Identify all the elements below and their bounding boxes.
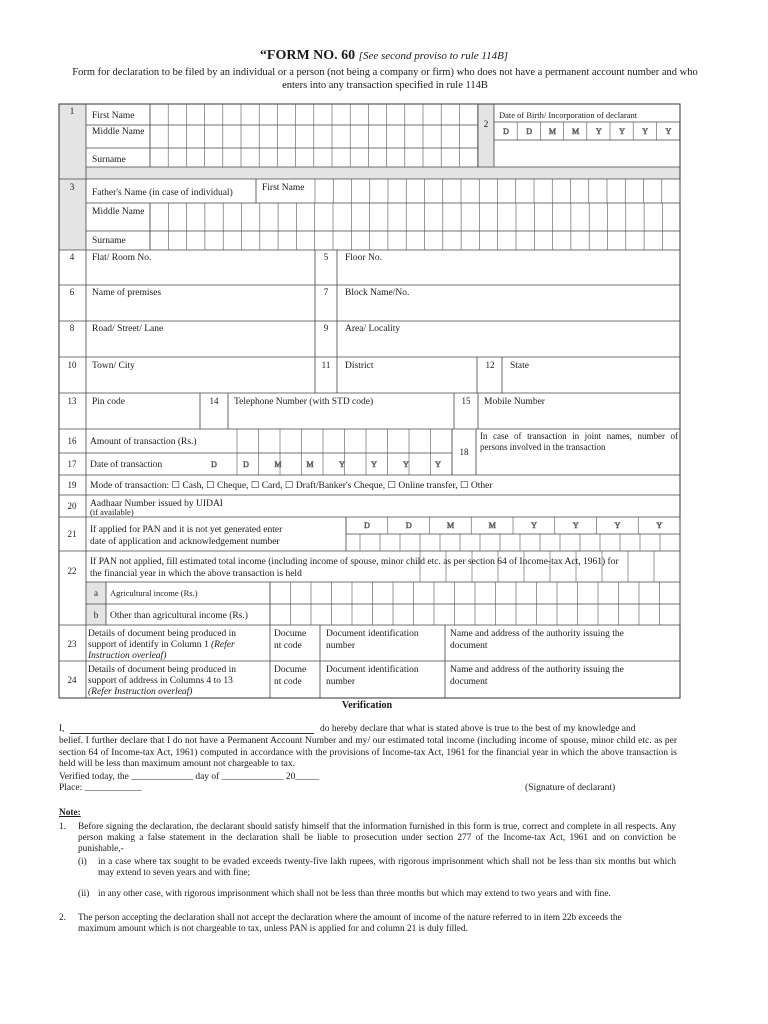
telephone-label: Telephone Number (with STD code)	[234, 397, 374, 407]
doc-address-label-2: support of address in Columns 4 to 13	[88, 676, 233, 686]
dob-box-letter: Y	[665, 127, 672, 136]
block-label: Block Name/No.	[345, 288, 410, 298]
row-number-6: 6	[69, 287, 75, 297]
middle-name-label: Middle Name	[92, 127, 145, 137]
verification-title: Verification	[341, 700, 393, 711]
doc-address-label-1: Details of document being produced in	[88, 665, 237, 675]
shade-band	[86, 167, 680, 179]
row-number-9: 9	[323, 323, 329, 333]
doc-code-label-2b: nt code	[274, 677, 302, 687]
other-income-label: Other than agricultural income (Rs.)	[110, 611, 248, 621]
note-ii-number: (ii)	[78, 889, 90, 899]
dob-box-letter: D	[526, 127, 533, 136]
father-first-name-label: First Name	[262, 183, 305, 193]
area-label: Area/ Locality	[345, 324, 401, 334]
aadhaar-label: Aadhaar Number issued by UIDAI	[90, 499, 223, 509]
doc-identity-label-3: Instruction overleaf)	[88, 651, 167, 661]
authority-label-2a: Name and address of the authority issuing the	[450, 665, 624, 675]
verification-declare: do hereby declare that what is stated above is true to the best of my knowledge and	[320, 724, 636, 734]
doc-address-label-3: (Refer Instruction overleaf)	[88, 687, 193, 697]
pan-applied-label: If applied for PAN and it is not yet generated enter	[90, 525, 283, 535]
pan-date-box-letter: Y	[656, 521, 663, 530]
shade-col-1	[59, 104, 86, 250]
note-1-text: Before signing the declaration, the declarant should satisfy himself that the information furnished in this form is true, correct and complete in all respects. Any person making a false statement in the declaration shall be liable to prosecution under section 277 of the Income-tax Act, 1961 and on conviction be punishable,-	[78, 822, 676, 854]
row-number-17: 17	[67, 459, 77, 469]
note-2-text: The person accepting the declaration shall not accept the declaration where the amount of income of the nature referred to in item 22b exceeds the maximum amount which is not chargeable to tax, unless PAN is applied for and column 21 is duly filled.	[78, 913, 622, 934]
pan-not-applied-label-2: the financial year in which the above transaction is held	[90, 569, 302, 579]
date-box-letter: Y	[435, 460, 441, 469]
row-number-21: 21	[67, 529, 77, 539]
surname-label: Surname	[92, 155, 126, 165]
road-label: Road/ Street/ Lane	[92, 324, 164, 334]
doc-id-label-1a: Document identification	[326, 629, 419, 639]
district-label: District	[345, 361, 374, 371]
doc-identity-label-1: Details of document being produced in	[88, 629, 237, 639]
date-box-letter: D	[243, 460, 249, 469]
flat-label: Flat/ Room No.	[92, 253, 152, 263]
row-number-5: 5	[323, 252, 329, 262]
row-number-11: 11	[321, 360, 331, 370]
date-box-letter: M	[306, 460, 314, 469]
row-number-4: 4	[69, 252, 75, 262]
row-number-19: 19	[67, 480, 77, 490]
rule-reference: [See second proviso to rule 114B]	[358, 50, 509, 62]
dob-box-letter: Y	[595, 127, 602, 136]
mobile-label: Mobile Number	[484, 397, 545, 407]
doc-identity-label-2: support of identify in Column 1 (Refer	[88, 640, 235, 650]
father-surname-label: Surname	[92, 236, 126, 246]
doc-id-label-2a: Document identification	[326, 665, 419, 675]
date-box-letter: Y	[371, 460, 377, 469]
signature-label: (Signature of declarant)	[525, 783, 616, 793]
row-number-24: 24	[67, 675, 77, 685]
note-2-number: 2.	[59, 913, 66, 923]
mode-of-transaction: Mode of transaction: ☐ Cash, ☐ Cheque, ☐ Card, ☐ Draft/Banker's Cheque, ☐ Online transfer, ☐ Other	[90, 481, 493, 491]
father-middle-name-label: Middle Name	[92, 207, 145, 217]
note-i-text: in a case where tax sought to be evaded exceeds twenty-five lakh rupees, with rigorous imprisonment which shall not be less than six months but which may extend to seven years and with fine;	[98, 857, 676, 878]
note-title: Note:	[59, 808, 81, 818]
row-number-15: 15	[461, 396, 471, 406]
pan-date-box-letter: D	[364, 521, 370, 530]
doc-id-label-1b: number	[326, 641, 356, 651]
authority-label-1a: Name and address of the authority issuing the	[450, 629, 624, 639]
joint-label: In case of transaction in joint names, number of persons involved in the transaction	[480, 431, 678, 452]
authority-label-2b: document	[450, 677, 488, 687]
verified-today: Verified today, the _____________ day of _____________ 20_____	[59, 772, 320, 782]
verification-paragraph: belief. I further declare that I do not have a Permanent Account Number and my/ our estimated total income (including income of spouse, minor child etc. as per section 64 of Income-tax Act, 1961) computed in accordance with the provisions of Income-tax Act, 1961 for the financial year in which the above transaction is held will be less than maximum amount not chargeable to tax.	[59, 736, 677, 769]
town-label: Town/ City	[92, 361, 135, 371]
dob-box-letter: M	[572, 127, 580, 136]
agricultural-income-label: Agricultural income (Rs.)	[110, 588, 198, 598]
pan-date-box-letter: M	[488, 521, 496, 530]
authority-label-1b: document	[450, 641, 488, 651]
date-box-letter: D	[211, 460, 217, 469]
date-box-letter: M	[274, 460, 282, 469]
date-box-letter: Y	[339, 460, 345, 469]
pan-not-applied-label: If PAN not applied, fill estimated total income (including income of spouse, minor child etc. as per section 64 of Income-tax Act, 1961) for	[90, 557, 619, 567]
state-label: State	[510, 361, 529, 371]
row-letter-b: b	[93, 610, 99, 620]
row-number-3: 3	[69, 182, 75, 192]
pan-date-box-letter: Y	[572, 521, 579, 530]
note-ii-text: in any other case, with rigorous imprisonment which shall not be less than three months but which may extend to two years and with fine.	[98, 889, 611, 899]
doc-id-label-2b: number	[326, 677, 356, 687]
date-box-letter: Y	[403, 460, 409, 469]
pan-date-box-letter: Y	[614, 521, 621, 530]
floor-label: Floor No.	[345, 253, 382, 263]
row-number-14: 14	[209, 396, 219, 406]
dob-box-letter: D	[503, 127, 509, 136]
dob-label: Date of Birth/ Incorporation of declarant	[499, 110, 638, 120]
shade-col-2	[478, 104, 494, 167]
row-number-1: 1	[69, 106, 75, 116]
form-title-text: “FORM NO. 60	[259, 48, 356, 63]
row-number-23: 23	[67, 639, 77, 649]
pan-date-box-letter: D	[405, 521, 412, 530]
row-number-22: 22	[67, 566, 77, 576]
row-number-13: 13	[67, 396, 77, 406]
row-number-7: 7	[323, 287, 329, 297]
premises-label: Name of premises	[92, 288, 162, 298]
date-txn-label: Date of transaction	[90, 460, 163, 470]
father-name-label: Father's Name (in case of individual)	[92, 188, 233, 198]
note-1-number: 1.	[59, 822, 66, 832]
row-number-20: 20	[67, 501, 77, 511]
doc-code-label-1a: Docume	[274, 629, 307, 639]
place-line: Place: ____________	[59, 783, 142, 793]
row-number-8: 8	[69, 323, 75, 333]
aadhaar-sublabel: (if available)	[90, 507, 134, 517]
amount-label: Amount of transaction (Rs.)	[90, 437, 197, 447]
dob-box-letter: Y	[619, 127, 625, 136]
verification-i: I,	[59, 724, 65, 734]
row-number-12: 12	[485, 360, 495, 370]
row-number-2: 2	[483, 119, 489, 129]
dob-box-letter: Y	[642, 127, 649, 136]
pan-date-box-letter: Y	[531, 521, 537, 530]
doc-code-label-1b: nt code	[274, 641, 302, 651]
first-name-label: First Name	[92, 111, 135, 121]
pin-label: Pin code	[92, 397, 125, 407]
row-number-18: 18	[459, 447, 469, 457]
row-number-16: 16	[67, 436, 77, 446]
note-i-number: (i)	[78, 857, 87, 867]
row-letter-a: a	[94, 588, 98, 598]
row-number-10: 10	[67, 360, 77, 370]
joint-label-wrap	[480, 431, 678, 475]
doc-code-label-2a: Docume	[274, 665, 307, 675]
dob-box-letter: M	[548, 127, 556, 136]
form-subtitle: Form for declaration to be filed by an individual or a person (not being a company or firm) who does not have a permanent account number and who enters into any transaction specified in rule 114B	[72, 67, 698, 91]
pan-date-box-letter: M	[446, 521, 455, 530]
declarant-name-line	[70, 733, 314, 734]
pan-applied-label-2: date of application and acknowledgement number	[90, 537, 280, 547]
